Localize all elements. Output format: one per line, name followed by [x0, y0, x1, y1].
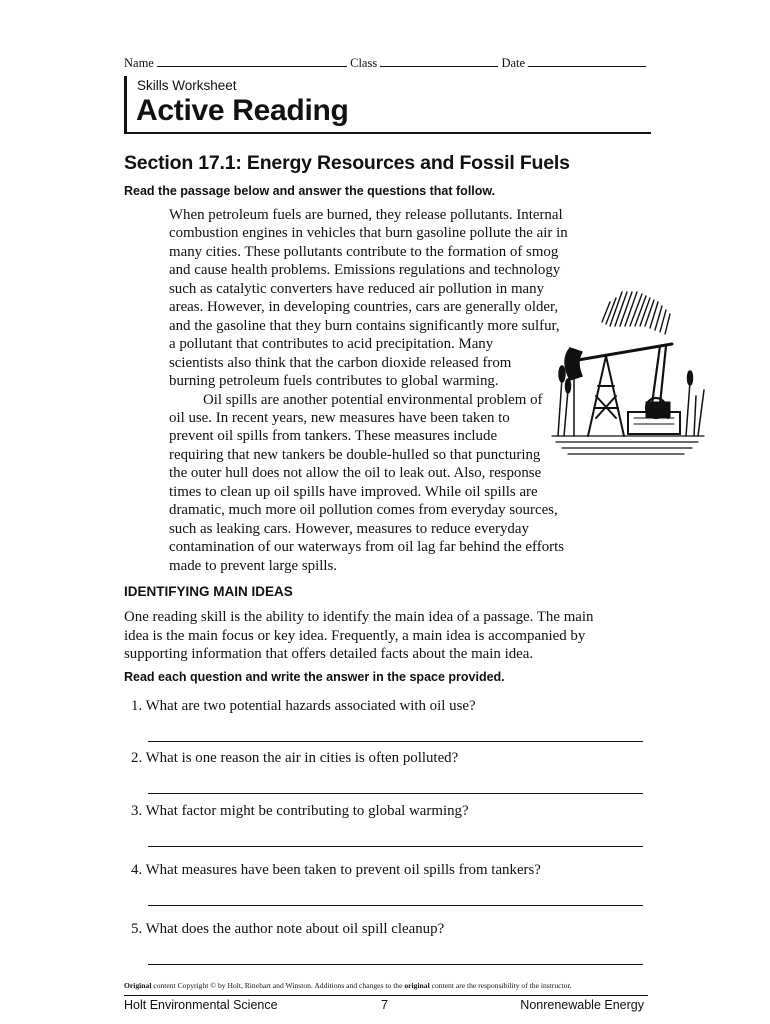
header-fields — [124, 54, 644, 71]
skill-intro — [124, 608, 644, 664]
page-number: 7 — [381, 998, 388, 1012]
question-5: 5. What does the author note about oil spill cleanup? — [131, 921, 445, 937]
footer-divider — [124, 995, 648, 996]
intro-line: supporting information that offers detailed facts about the main idea. — [124, 646, 534, 663]
passage-line: dramatic, much more oil pollution comes from everyday sources, — [169, 502, 558, 519]
copyright-text: content Copyright © by Holt, Rinehart and Winston. Additions and changes to the — [151, 981, 405, 990]
passage-line: and the gasoline that they burn contains significantly more sulfur, — [169, 317, 560, 334]
answer-line-4[interactable] — [148, 905, 643, 906]
skill-heading: IDENTIFYING MAIN IDEAS — [124, 584, 293, 599]
passage-line: Oil spills are another potential environmental problem of — [203, 391, 543, 408]
passage-line: areas. However, in developing countries, cars are generally older, — [169, 299, 559, 316]
passage-line: made to prevent large spills. — [169, 557, 338, 574]
passage-line: such as leaking cars. However, measures to reduce everyday — [169, 520, 529, 537]
question-2: 2. What is one reason the air in cities is often polluted? — [131, 750, 459, 766]
footer-unit: Nonrenewable Energy — [520, 998, 644, 1012]
question-instruction: Read each question and write the answer in the space provided. — [124, 670, 505, 684]
copyright-notice — [124, 981, 571, 990]
footer-course: Holt Environmental Science — [124, 998, 278, 1012]
intro-line: One reading skill is the ability to identify the main idea of a passage. The main — [124, 609, 594, 625]
answer-line-1[interactable] — [148, 741, 643, 742]
date-field[interactable] — [528, 54, 646, 67]
class-field[interactable] — [380, 54, 498, 67]
passage-instruction: Read the passage below and answer the questions that follow. — [124, 184, 496, 198]
passage-line: oil use. In recent years, new measures have been taken to — [169, 409, 510, 426]
class-label: Class — [350, 56, 378, 70]
passage-line: a pollutant that contributes to acid precipitation. Many — [169, 336, 494, 353]
answer-line-5[interactable] — [148, 964, 643, 965]
question-4: 4. What measures have been taken to prevent oil spills from tankers? — [131, 862, 541, 878]
copyright-original-word-2: original — [404, 981, 430, 990]
oil-pump-jack-icon — [548, 286, 708, 456]
passage-line: scientists also think that the carbon dioxide released from — [169, 354, 512, 371]
worksheet-title-block — [124, 76, 651, 134]
worksheet-kicker: Skills Worksheet — [137, 78, 237, 93]
passage-line: prevent oil spills from tankers. These measures include — [169, 428, 498, 445]
answer-line-3[interactable] — [148, 846, 643, 847]
name-label: Name — [124, 56, 154, 70]
passage-line: times to clean up oil spills have improved. While oil spills are — [169, 483, 538, 500]
copyright-original-word: Original — [124, 981, 152, 990]
passage-line: contamination of our waterways from oil lag far behind the efforts — [169, 539, 565, 556]
passage-line: the outer hull does not allow the oil to leak out. Also, response — [169, 465, 542, 482]
answer-line-2[interactable] — [148, 793, 643, 794]
intro-line: idea is the main focus or key idea. Frequently, a main idea is accompanied by — [124, 627, 586, 644]
passage-line: combustion engines in vehicles that burn gasoline pollute the air in — [169, 225, 568, 242]
date-label: Date — [501, 56, 526, 70]
passage-line: many cities. These pollutants contribute to the formation of smog — [169, 243, 559, 260]
passage-line: and cause health problems. Emissions regulations and technology — [169, 262, 561, 279]
passage-line: burning petroleum fuels contributes to global warming. — [169, 373, 499, 390]
name-field[interactable] — [157, 54, 347, 67]
question-3: 3. What factor might be contributing to global warming? — [131, 803, 469, 819]
page-title: Active Reading — [136, 94, 349, 127]
passage-line: such as catalytic converters have reduced air pollution in many — [169, 280, 545, 297]
copyright-suffix: content are the responsibility of the instructor. — [429, 981, 572, 990]
section-title: Section 17.1: Energy Resources and Fossil Fuels — [124, 152, 570, 174]
passage-line: When petroleum fuels are burned, they release pollutants. Internal — [169, 207, 563, 223]
question-1: 1. What are two potential hazards associated with oil use? — [131, 698, 476, 714]
reading-passage — [169, 206, 599, 575]
passage-line: requiring that new tankers be double-hulled so that puncturing — [169, 446, 541, 463]
